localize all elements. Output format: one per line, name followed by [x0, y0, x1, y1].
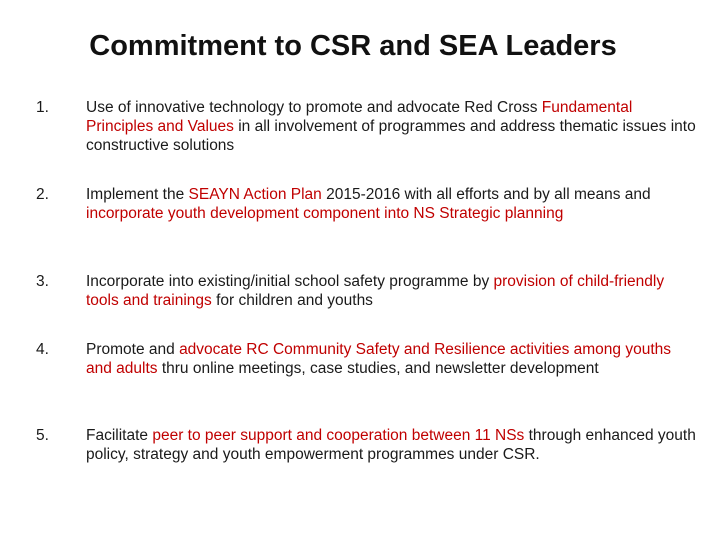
list-item-highlight-segment: SEAYN Action Plan	[188, 186, 322, 203]
list-item-highlight-segment: incorporate youth development component into NS Strategic planning	[86, 205, 564, 222]
list-item	[36, 98, 696, 155]
list-item-text-segment: Incorporate into existing/initial school safety programme by	[86, 273, 494, 290]
list-item-text-segment: Promote and	[86, 341, 180, 358]
list-item	[36, 340, 696, 378]
list-item-text	[86, 272, 696, 310]
list-item-number: 2.	[36, 186, 49, 203]
list-item-text	[86, 185, 696, 223]
list-item-text-segment: Facilitate	[86, 427, 153, 444]
list-item-text-segment: Use of innovative technology to promote and advocate Red Cross	[86, 99, 542, 116]
list-item-text-segment: Implement the	[86, 186, 189, 203]
list-item-number: 3.	[36, 273, 49, 290]
list-item-highlight-segment: provision of child-friendly tools and trainings	[86, 273, 665, 309]
list-item-highlight-segment: advocate RC Community Safety and Resilience activities among youths and adults	[86, 341, 671, 377]
list-item	[36, 185, 696, 223]
list-item	[36, 272, 696, 310]
list-item-text-segment: thru online meetings, case studies, and newsletter development	[157, 360, 599, 377]
list-item-text-segment: in all involvement of programmes and address thematic issues into constructive solutions	[86, 118, 696, 154]
list-item-text-segment: for children and youths	[211, 292, 373, 309]
list-item-text	[86, 340, 696, 378]
slide-title: Commitment to CSR and SEA Leaders	[89, 30, 617, 62]
list-item-number: 4.	[36, 341, 49, 358]
list-item-text-segment: through enhanced youth policy, strategy and youth empowerment programmes under CSR.	[86, 427, 696, 463]
list-item-text	[86, 98, 696, 155]
list-item-number: 1.	[36, 99, 49, 116]
list-item-highlight-segment: peer to peer support and cooperation between 11 NSs	[152, 427, 525, 444]
list-item-number: 5.	[36, 427, 49, 444]
list-item-text	[86, 426, 696, 464]
list-item	[36, 426, 696, 464]
list-item-highlight-segment: Fundamental Principles and Values	[86, 99, 633, 135]
list-item-text-segment: 2015-2016 with all efforts and by all means and	[321, 186, 651, 203]
